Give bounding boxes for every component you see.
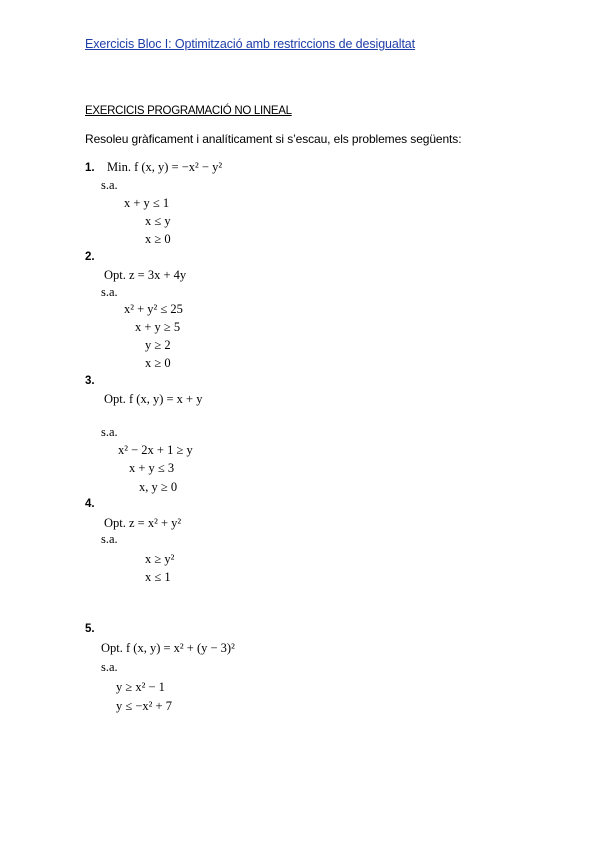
constraint: x² + y² ≤ 25 <box>124 302 183 316</box>
problem-number: 4. <box>85 498 95 510</box>
objective-function: Opt. z = x² + y² <box>104 516 182 530</box>
problem-number: 2. <box>85 251 95 263</box>
subject-to-label: s.a. <box>101 285 118 299</box>
problem-number: 5. <box>85 623 95 635</box>
objective-function: Min. f (x, y) = −x² − y² <box>107 160 223 174</box>
intro-text: Resoleu gràficament i analíticament si s’escau, els problemes següents: <box>85 132 462 146</box>
constraint: x ≥ 0 <box>145 356 171 370</box>
constraint: x ≤ y <box>145 214 171 228</box>
subject-to-label: s.a. <box>101 660 118 674</box>
section-heading: EXERCICIS PROGRAMACIÓ NO LINEAL <box>85 105 292 117</box>
objective-function: Opt. f (x, y) = x + y <box>104 392 203 406</box>
constraint: x ≥ 0 <box>145 232 171 246</box>
objective-function: Opt. f (x, y) = x² + (y − 3)² <box>101 641 235 655</box>
subject-to-label: s.a. <box>101 178 118 192</box>
constraint: y ≤ −x² + 7 <box>116 699 172 713</box>
problem-number: 1. <box>85 162 95 174</box>
constraint: x + y ≤ 1 <box>124 196 170 210</box>
constraint: y ≥ x² − 1 <box>116 680 165 694</box>
subject-to-label: s.a. <box>101 532 118 546</box>
constraint: x ≥ y² <box>145 552 175 566</box>
constraint: x² − 2x + 1 ≥ y <box>118 443 193 457</box>
subject-to-label: s.a. <box>101 425 118 439</box>
constraint: y ≥ 2 <box>145 338 171 352</box>
objective-function: Opt. z = 3x + 4y <box>104 268 187 282</box>
document-title: Exercicis Bloc I: Optimització amb restriccions de desigualtat <box>85 37 416 51</box>
problem-number: 3. <box>85 375 95 387</box>
constraint: x + y ≤ 3 <box>129 461 175 475</box>
constraint: x + y ≥ 5 <box>135 320 181 334</box>
constraint: x, y ≥ 0 <box>139 480 178 494</box>
constraint: x ≤ 1 <box>145 570 171 584</box>
